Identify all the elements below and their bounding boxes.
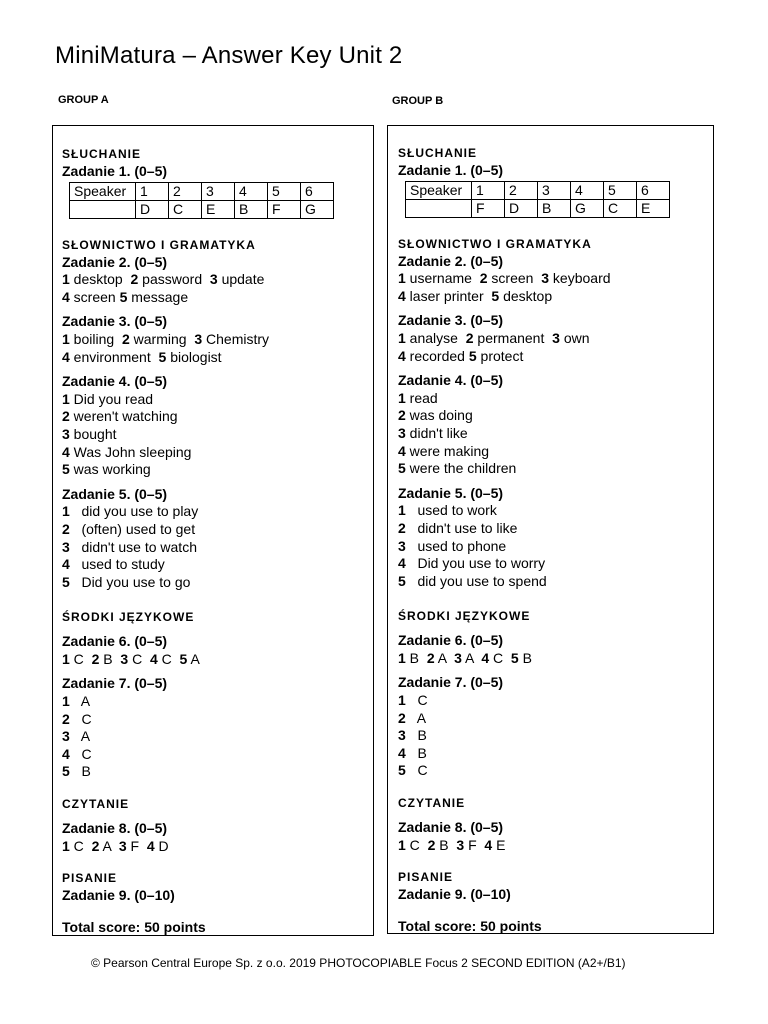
spacer: [398, 590, 713, 607]
answer-line: [62, 426, 373, 444]
page-title: MiniMatura – Answer Key Unit 2: [55, 42, 403, 69]
answer-line: [62, 503, 373, 521]
answer-line: [398, 538, 713, 556]
item-answer: A: [69, 693, 91, 710]
speaker-row: [406, 181, 670, 199]
item-answer: B: [405, 744, 427, 761]
task-heading: Zadanie 2. (0–5): [62, 253, 168, 270]
item-number: 4: [398, 287, 406, 304]
task-heading: Zadanie 5. (0–5): [398, 484, 504, 501]
answer-cell: C: [604, 199, 637, 217]
item-number: 2: [398, 709, 406, 726]
item-answer: C: [128, 650, 150, 667]
item-answer: C: [405, 762, 428, 779]
item-answer: update: [217, 271, 265, 288]
item-answer: boiling: [69, 330, 122, 347]
item-answer: was working: [69, 461, 151, 478]
item-number: 2: [91, 837, 100, 854]
item-answer: own: [559, 329, 590, 346]
section-heading-language-means: ŚRODKI JĘZYKOWE: [62, 610, 195, 625]
item-number: 2: [427, 836, 436, 853]
answer-line: [62, 521, 373, 539]
item-number: 1: [398, 692, 406, 709]
speaker-number-cell: 5: [604, 181, 637, 199]
spacer: [62, 855, 373, 869]
section-heading-listening: SŁUCHANIE: [398, 146, 478, 160]
section-heading-reading: CZYTANIE: [62, 797, 130, 812]
answer-line: [398, 390, 713, 408]
section-heading-writing: PISANIE: [398, 870, 454, 885]
item-answer: A: [405, 709, 427, 726]
answer-line: [398, 520, 713, 538]
spacer: [62, 306, 373, 313]
item-number: 5: [119, 288, 128, 305]
item-answer: desktop: [69, 271, 131, 288]
section-heading-language-means: ŚRODKI JĘZYKOWE: [398, 609, 531, 624]
spacer: [398, 904, 713, 918]
answer-line: [398, 555, 713, 573]
speaker-label-cell: Speaker: [406, 181, 472, 199]
answer-line: [62, 349, 373, 367]
item-answer: laser printer: [405, 287, 492, 304]
task-heading: Zadanie 2. (0–5): [398, 252, 504, 269]
task-heading: Zadanie 6. (0–5): [398, 632, 504, 649]
item-number: 3: [454, 649, 462, 666]
speaker-answer-table: [69, 182, 334, 219]
item-answer: read: [405, 389, 438, 406]
spacer: [62, 905, 373, 919]
item-answer: username: [405, 270, 480, 287]
task-heading: Zadanie 9. (0–10): [62, 887, 175, 904]
item-answer: didn't like: [405, 424, 468, 441]
speaker-number-cell: 1: [472, 181, 505, 199]
item-answer: weren't watching: [69, 408, 178, 425]
item-answer: used to study: [69, 556, 165, 573]
item-number: 5: [62, 461, 70, 478]
item-answer: Was John sleeping: [69, 443, 192, 460]
item-answer: environment: [69, 348, 159, 365]
item-answer: keyboard: [549, 270, 611, 287]
item-answer: bought: [69, 425, 117, 442]
item-number: 5: [398, 572, 406, 589]
item-number: 1: [398, 502, 406, 519]
spacer: [62, 479, 373, 486]
item-number: 2: [62, 408, 70, 425]
item-answer: recorded: [405, 347, 469, 364]
spacer: [398, 667, 713, 674]
item-answer: A: [99, 837, 119, 854]
item-number: 1: [62, 837, 70, 854]
item-number: 5: [398, 460, 406, 477]
item-number: 3: [118, 837, 127, 854]
item-number: 5: [158, 348, 167, 365]
item-number: 4: [62, 288, 70, 305]
item-number: 4: [62, 556, 70, 573]
speaker-row: [70, 182, 334, 200]
task-heading: Zadanie 8. (0–5): [62, 820, 168, 837]
spacer: [398, 365, 713, 372]
item-number: 3: [456, 836, 465, 853]
item-answer: (often) used to get: [69, 520, 196, 537]
item-answer: B: [518, 649, 532, 666]
answer-line: [398, 270, 713, 288]
answer-line: [62, 693, 373, 711]
task-heading: Zadanie 7. (0–5): [62, 675, 168, 692]
item-number: 5: [179, 650, 188, 667]
item-number: 3: [194, 330, 203, 347]
item-answer: A: [434, 649, 455, 666]
item-answer: C: [69, 710, 92, 727]
answer-line: [398, 727, 713, 745]
item-number: 3: [398, 727, 406, 744]
item-number: 1: [398, 389, 406, 406]
item-answer: B: [405, 727, 427, 744]
answer-cell: F: [472, 199, 505, 217]
item-number: 2: [465, 329, 474, 346]
item-answer: B: [435, 836, 457, 853]
answer-line: [62, 838, 373, 856]
item-number: 4: [398, 347, 406, 364]
task-heading: Zadanie 6. (0–5): [62, 633, 168, 650]
item-answer: desktop: [499, 287, 553, 304]
item-answer: C: [405, 692, 428, 709]
answer-line: [398, 502, 713, 520]
answer-line: [62, 711, 373, 729]
answer-line: [398, 837, 713, 855]
item-answer: protect: [476, 347, 524, 364]
answer-line: [398, 460, 713, 478]
item-number: 5: [62, 763, 70, 780]
answer-line: [398, 425, 713, 443]
answer-line: [398, 710, 713, 728]
answer-line: [398, 745, 713, 763]
item-answer: did you use to spend: [405, 572, 547, 589]
item-number: 4: [484, 836, 493, 853]
spacer: [62, 813, 373, 820]
item-number: 3: [62, 728, 70, 745]
item-number: 4: [62, 348, 70, 365]
item-number: 2: [62, 520, 70, 537]
answer-line: [398, 330, 713, 348]
item-number: 4: [149, 650, 158, 667]
speaker-number-cell: 3: [202, 182, 235, 200]
group-a-answer-box: [52, 125, 374, 936]
item-number: 2: [91, 650, 100, 667]
item-answer: were making: [405, 442, 490, 459]
group-b-label: GROUP B: [392, 95, 444, 107]
item-answer: didn't use to like: [405, 519, 518, 536]
speaker-number-cell: 3: [538, 181, 571, 199]
item-answer: A: [187, 650, 200, 667]
item-answer: F: [464, 836, 485, 853]
item-answer: screen: [69, 288, 120, 305]
answer-cell: F: [268, 200, 301, 218]
item-number: 3: [398, 424, 406, 441]
item-number: 1: [62, 693, 70, 710]
answer-line: [398, 407, 713, 425]
item-answer: C: [69, 650, 92, 667]
item-answer: used to phone: [405, 537, 507, 554]
item-number: 2: [121, 330, 130, 347]
answer-cell: G: [571, 199, 604, 217]
answer-line: [398, 443, 713, 461]
item-answer: B: [69, 763, 91, 780]
answer-line: [62, 271, 373, 289]
answer-cell: D: [136, 200, 169, 218]
item-answer: C: [69, 837, 92, 854]
answer-cell: B: [235, 200, 268, 218]
speaker-number-cell: 1: [136, 182, 169, 200]
item-answer: A: [69, 728, 91, 745]
speaker-number-cell: 2: [505, 181, 538, 199]
item-answer: analyse: [405, 329, 466, 346]
speaker-number-cell: 4: [571, 181, 604, 199]
empty-cell: [406, 199, 472, 217]
total-score: Total score: 50 points: [398, 917, 542, 934]
item-number: 2: [426, 649, 435, 666]
spacer: [62, 668, 373, 675]
task-heading: Zadanie 1. (0–5): [62, 163, 168, 179]
answer-line: [62, 539, 373, 557]
answer-line: [62, 651, 373, 669]
item-number: 4: [398, 555, 406, 572]
copyright-footer: © Pearson Central Europe Sp. z o.o. 2019 PHOTOCOPIABLE Focus 2 SECOND EDITION (A2+/B1): [91, 956, 626, 970]
answer-line: [398, 573, 713, 591]
task-heading: Zadanie 5. (0–5): [62, 485, 168, 502]
item-number: 1: [398, 649, 406, 666]
item-number: 1: [398, 836, 406, 853]
item-answer: Chemistry: [202, 330, 270, 347]
item-number: 3: [541, 270, 550, 287]
spacer: [62, 219, 373, 236]
task-heading: Zadanie 4. (0–5): [398, 372, 504, 389]
item-number: 5: [510, 649, 519, 666]
answer-line: [62, 408, 373, 426]
answer-line: [62, 574, 373, 592]
section-heading-writing: PISANIE: [62, 871, 118, 886]
task-heading: Zadanie 1. (0–5): [398, 162, 504, 178]
spacer: [62, 366, 373, 373]
item-number: 2: [130, 271, 139, 288]
group-a-label: GROUP A: [58, 94, 109, 106]
task-heading: Zadanie 3. (0–5): [62, 313, 168, 330]
answer-cell: G: [301, 200, 334, 218]
item-number: 4: [398, 442, 406, 459]
task-heading: Zadanie 7. (0–5): [398, 674, 504, 691]
speaker-label-cell: Speaker: [70, 182, 136, 200]
item-answer: was doing: [405, 407, 473, 424]
item-answer: F: [126, 837, 147, 854]
item-answer: Did you read: [69, 390, 154, 407]
item-answer: screen: [487, 270, 542, 287]
section-heading-reading: CZYTANIE: [398, 796, 466, 811]
speaker-number-cell: 5: [268, 182, 301, 200]
answer-line: [62, 289, 373, 307]
item-answer: Did you use to go: [69, 573, 191, 590]
item-number: 1: [62, 650, 70, 667]
spacer: [398, 478, 713, 485]
answer-cell: C: [169, 200, 202, 218]
item-answer: permanent: [473, 329, 553, 346]
speaker-number-cell: 2: [169, 182, 202, 200]
answer-cell: E: [637, 199, 670, 217]
answer-line: [398, 692, 713, 710]
spacer: [398, 218, 713, 235]
item-number: 3: [120, 650, 129, 667]
item-answer: B: [99, 650, 121, 667]
item-number: 3: [552, 329, 560, 346]
item-number: 5: [62, 573, 70, 590]
spacer: [398, 854, 713, 868]
item-answer: did you use to play: [69, 503, 199, 520]
answer-cell: E: [202, 200, 235, 218]
task-heading: Zadanie 3. (0–5): [398, 312, 504, 329]
answer-line: [398, 650, 713, 668]
item-number: 4: [62, 745, 70, 762]
speaker-number-cell: 6: [637, 181, 670, 199]
item-answer: password: [138, 271, 210, 288]
speaker-number-cell: 6: [301, 182, 334, 200]
item-number: 1: [398, 270, 406, 287]
item-number: 3: [62, 425, 70, 442]
task-heading: Zadanie 4. (0–5): [62, 373, 168, 390]
item-answer: were the children: [405, 460, 517, 477]
answer-row: [70, 200, 334, 218]
item-answer: biologist: [166, 348, 222, 365]
item-answer: Did you use to worry: [405, 555, 546, 572]
section-heading-listening: SŁUCHANIE: [62, 147, 142, 161]
section-heading-vocabulary: SŁOWNICTWO I GRAMATYKA: [398, 236, 592, 251]
item-number: 4: [62, 443, 70, 460]
task-heading: Zadanie 9. (0–10): [398, 886, 511, 903]
item-answer: used to work: [405, 502, 497, 519]
spacer: [398, 780, 713, 794]
item-number: 4: [146, 837, 155, 854]
item-number: 5: [398, 762, 406, 779]
answer-row: [406, 199, 670, 217]
item-answer: C: [489, 649, 511, 666]
speaker-answer-table: [405, 181, 670, 218]
spacer: [62, 781, 373, 795]
answer-line: [62, 461, 373, 479]
item-number: 1: [62, 503, 70, 520]
group-b-answer-box: [387, 125, 714, 934]
item-number: 5: [491, 287, 500, 304]
answer-line: [62, 763, 373, 781]
answer-line: [62, 728, 373, 746]
spacer: [398, 305, 713, 312]
item-number: 4: [481, 649, 490, 666]
item-answer: A: [461, 649, 482, 666]
item-answer: C: [157, 650, 180, 667]
item-answer: E: [492, 836, 506, 853]
item-number: 1: [62, 390, 70, 407]
task-heading: Zadanie 8. (0–5): [398, 819, 504, 836]
spacer: [62, 626, 373, 633]
answer-line: [398, 288, 713, 306]
answer-cell: D: [505, 199, 538, 217]
item-number: 1: [398, 329, 406, 346]
item-number: 4: [398, 744, 406, 761]
item-answer: C: [69, 745, 92, 762]
item-answer: didn't use to watch: [69, 538, 197, 555]
item-number: 2: [479, 270, 488, 287]
answer-line: [62, 556, 373, 574]
item-number: 1: [62, 330, 70, 347]
section-heading-vocabulary: SŁOWNICTWO I GRAMATYKA: [62, 237, 256, 252]
item-number: 3: [209, 271, 218, 288]
item-number: 2: [62, 710, 70, 727]
empty-cell: [70, 200, 136, 218]
answer-line: [62, 746, 373, 764]
item-number: 3: [62, 538, 70, 555]
item-number: 5: [468, 347, 477, 364]
item-number: 1: [62, 271, 70, 288]
spacer: [62, 591, 373, 608]
item-answer: warming: [129, 330, 195, 347]
item-answer: message: [127, 288, 189, 305]
item-number: 3: [398, 537, 406, 554]
answer-line: [62, 331, 373, 349]
spacer: [398, 625, 713, 632]
answer-line: [62, 444, 373, 462]
answer-line: [398, 762, 713, 780]
item-number: 2: [398, 407, 406, 424]
answer-line: [398, 348, 713, 366]
answer-line: [62, 391, 373, 409]
total-score: Total score: 50 points: [62, 918, 206, 935]
item-answer: C: [405, 836, 428, 853]
spacer: [398, 812, 713, 819]
speaker-number-cell: 4: [235, 182, 268, 200]
item-number: 2: [398, 519, 406, 536]
item-answer: B: [405, 649, 427, 666]
item-answer: D: [154, 837, 169, 854]
answer-cell: B: [538, 199, 571, 217]
